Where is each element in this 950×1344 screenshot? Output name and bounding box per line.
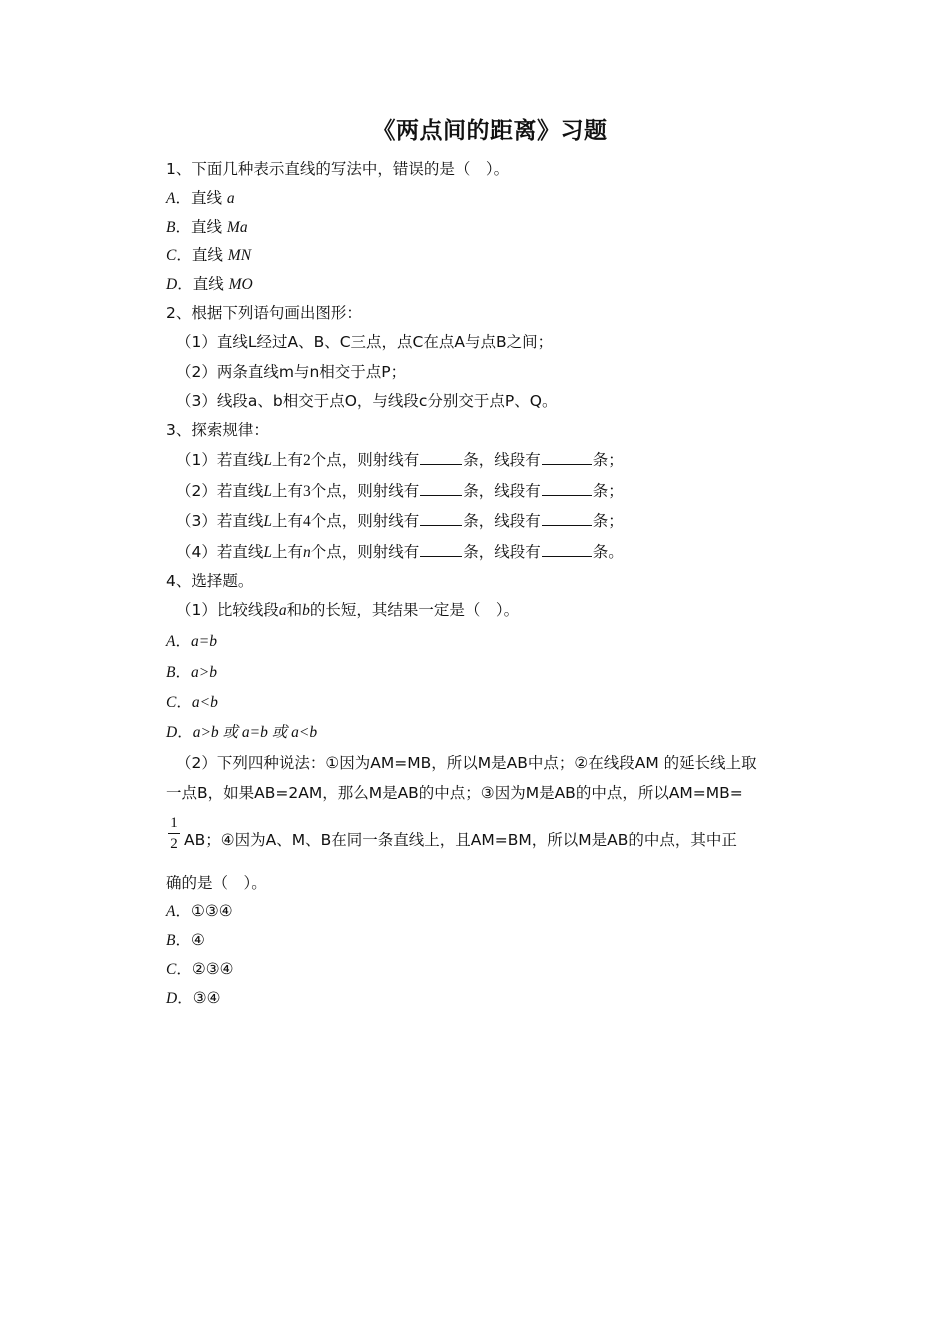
- item-count: n: [303, 544, 311, 561]
- option-letter: A: [166, 190, 176, 207]
- q3-item-2: [176, 480, 624, 503]
- fraction-one-half: [168, 814, 180, 853]
- item-var: L: [263, 513, 272, 530]
- q4-sub1-stem: [176, 599, 519, 622]
- option-letter: B: [166, 932, 176, 949]
- option-letter: C: [166, 961, 177, 978]
- item-text: 条，线段有: [463, 482, 541, 500]
- q3-stem: 3、探索规律：: [166, 421, 269, 439]
- item-text: 条，线段有: [463, 512, 541, 530]
- option-text: ②③④: [191, 960, 234, 978]
- option-text: ．直线: [177, 275, 229, 293]
- answer-blank[interactable]: [542, 511, 592, 526]
- answer-blank[interactable]: [420, 511, 462, 526]
- item-count: 3: [303, 483, 311, 500]
- item-text: 个点，则射线有: [310, 543, 420, 561]
- option-text: ④: [190, 931, 205, 949]
- answer-blank[interactable]: [542, 481, 592, 496]
- q4-sub2-line2: 一点B，如果AB=2AM，那么M是AB的中点；③因为M是AB的中点，所以AM=MB=: [166, 784, 743, 802]
- item-var: L: [263, 452, 272, 469]
- q4-sub2-option-a: A．①③④: [166, 902, 233, 920]
- option-letter: A: [166, 633, 176, 650]
- item-text: （1）若直线: [176, 451, 264, 469]
- stem-text: 的长短，其结果一定是（ ）。: [309, 601, 520, 619]
- option-letter: B: [166, 219, 176, 236]
- q3-item-1: [176, 449, 624, 472]
- item-count: 2: [303, 452, 311, 469]
- option-text: a>b: [190, 664, 217, 681]
- q4-sub1-option-a: A．a=b: [166, 632, 217, 650]
- q4-sub2-option-b: B．④: [166, 931, 205, 949]
- item-text: 上有: [272, 512, 304, 530]
- q1-option-a: [166, 187, 235, 210]
- option-text: ．直线: [176, 246, 228, 264]
- q3-item-4: [176, 541, 624, 564]
- option-var: a: [226, 190, 235, 207]
- stem-text: 和: [286, 601, 303, 619]
- answer-blank[interactable]: [542, 542, 592, 557]
- q4-stem: 4、选择题。: [166, 572, 254, 590]
- item-text: 条，线段有: [463, 451, 541, 469]
- q2-item-1: （1）直线L经过A、B、C三点，点C在点A与点B之间；: [176, 333, 554, 351]
- fraction-numerator: 1: [170, 815, 178, 831]
- item-text: （4）若直线: [176, 543, 264, 561]
- item-text: 个点，则射线有: [310, 451, 420, 469]
- item-text: （3）若直线: [176, 512, 264, 530]
- q4-sub2-line1: （2）下列四种说法：①因为AM=MB，所以M是AB中点；②在线段AM 的延长线上取: [176, 754, 757, 772]
- fraction-denominator: 2: [170, 836, 178, 852]
- option-text: ．直线: [175, 218, 227, 236]
- stem-var: b: [302, 602, 310, 619]
- q3-item-3: [176, 510, 624, 533]
- item-text: （2）若直线: [176, 482, 264, 500]
- q1-option-b: [166, 216, 248, 239]
- item-var: L: [263, 483, 272, 500]
- option-letter: D: [166, 990, 178, 1007]
- q2-stem: 2、根据下列语句画出图形：: [166, 304, 362, 322]
- item-text: 条；: [592, 482, 624, 500]
- q4-sub2-line3: AB；④因为A、M、B在同一条直线上，且AM=BM，所以M是AB的中点，其中正: [184, 831, 737, 849]
- q4-sub1-option-d: D．a>b 或 a=b 或 a<b: [166, 723, 318, 741]
- q2-item-2: （2）两条直线m与n相交于点P；: [176, 363, 407, 381]
- answer-blank[interactable]: [420, 481, 462, 496]
- q2-item-3: （3）线段a、b相交于点O，与线段c分别交于点P、Q。: [176, 392, 558, 410]
- item-text: 上有: [272, 482, 304, 500]
- stem-text: （1）比较线段: [176, 601, 279, 619]
- option-letter: C: [166, 694, 177, 711]
- option-text: ．直线: [175, 189, 227, 207]
- item-var: L: [263, 544, 272, 561]
- item-text: 条；: [592, 451, 624, 469]
- item-text: 个点，则射线有: [310, 482, 420, 500]
- option-text: a>b 或 a=b 或 a<b: [192, 724, 318, 741]
- item-text: 个点，则射线有: [310, 512, 420, 530]
- item-text: 上有: [272, 451, 304, 469]
- fraction-bar: [168, 833, 180, 834]
- option-letter: D: [166, 724, 178, 741]
- q1-stem: 1、下面几种表示直线的写法中，错误的是（ ）。: [166, 160, 510, 178]
- option-letter: A: [166, 903, 176, 920]
- answer-blank[interactable]: [420, 542, 462, 557]
- page-title: 《两点间的距离》习题: [372, 118, 608, 144]
- option-text: a=b: [190, 633, 217, 650]
- option-var: MN: [227, 247, 252, 264]
- option-text: ①③④: [190, 902, 233, 920]
- option-text: a<b: [191, 694, 218, 711]
- q4-sub2-option-d: D．③④: [166, 989, 221, 1007]
- q4-sub2-option-c: C．②③④: [166, 960, 234, 978]
- answer-blank[interactable]: [420, 450, 462, 465]
- item-text: 条；: [592, 512, 624, 530]
- item-count: 4: [303, 513, 311, 530]
- q4-sub2-line4: 确的是（ ）。: [166, 874, 267, 892]
- option-letter: C: [166, 247, 177, 264]
- item-text: 上有: [272, 543, 304, 561]
- option-letter: B: [166, 664, 176, 681]
- item-text: 条。: [592, 543, 624, 561]
- option-var: Ma: [226, 219, 248, 236]
- q1-option-d: [166, 273, 253, 296]
- option-letter: D: [166, 276, 178, 293]
- item-text: 条，线段有: [463, 543, 541, 561]
- option-text: ③④: [192, 989, 221, 1007]
- q4-sub1-option-c: C．a<b: [166, 693, 218, 711]
- q1-option-c: [166, 244, 251, 267]
- answer-blank[interactable]: [542, 450, 592, 465]
- stem-var: a: [278, 602, 287, 619]
- option-var: MO: [228, 276, 253, 293]
- q4-sub1-option-b: B．a>b: [166, 663, 217, 681]
